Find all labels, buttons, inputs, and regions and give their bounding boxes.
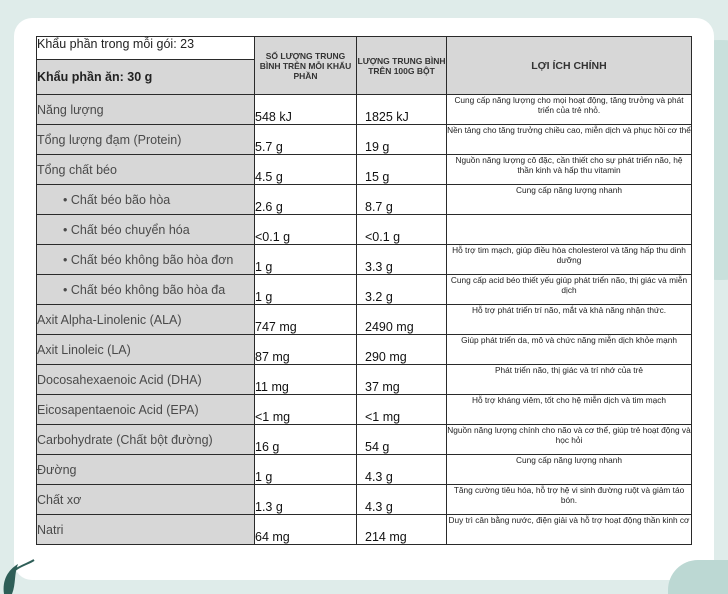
per-serving-value: 1 g [255, 275, 357, 305]
nutrient-name: Năng lượng [37, 95, 255, 125]
table-row [37, 515, 692, 545]
column-header-per-100g: LƯỢNG TRUNG BÌNH TRÊN 100G BỘT [357, 37, 447, 95]
per-serving-value: <1 mg [255, 395, 357, 425]
per-100g-value: 3.3 g [357, 245, 447, 275]
per-serving-value: 1.3 g [255, 485, 357, 515]
table-row [37, 305, 692, 335]
per-serving-value: 64 mg [255, 515, 357, 545]
nutrient-name: Tổng chất béo [37, 155, 255, 185]
per-100g-value: 4.3 g [357, 455, 447, 485]
benefit-text: Cung cấp năng lượng cho mọi hoạt động, tăng trưởng và phát triển của trẻ nhỏ. [447, 95, 692, 125]
per-100g-value: 1825 kJ [357, 95, 447, 125]
table-row [37, 125, 692, 155]
per-100g-value: 4.3 g [357, 485, 447, 515]
per-serving-value: 16 g [255, 425, 357, 455]
nutrient-name: • Chất béo không bão hòa đơn [37, 245, 255, 275]
per-100g-value: 2490 mg [357, 305, 447, 335]
table-row [37, 425, 692, 455]
per-100g-value: 54 g [357, 425, 447, 455]
per-serving-value: 87 mg [255, 335, 357, 365]
table-row [37, 365, 692, 395]
table-row [37, 485, 692, 515]
per-100g-value: <1 mg [357, 395, 447, 425]
nutrient-name: • Chất béo không bão hòa đa [37, 275, 255, 305]
column-header-per-serving: SỐ LƯỢNG TRUNG BÌNH TRÊN MỖI KHẨU PHẦN [255, 37, 357, 95]
nutrient-name: Đường [37, 455, 255, 485]
per-serving-value: 747 mg [255, 305, 357, 335]
per-serving-value: 2.6 g [255, 185, 357, 215]
benefit-text: Hỗ trợ phát triển trí não, mắt và khả năng nhận thức. [447, 305, 692, 335]
benefit-text: Duy trì cân bằng nước, điện giải và hỗ trợ hoạt động thần kinh cơ [447, 515, 692, 545]
benefit-text: Hỗ trợ tim mạch, giúp điều hòa cholesterol và tăng hấp thu dinh dưỡng [447, 245, 692, 275]
benefit-text: Cung cấp năng lượng nhanh [447, 185, 692, 215]
nutrient-name: Axit Alpha-Linolenic (ALA) [37, 305, 255, 335]
servings-per-pack: Khẩu phần trong mỗi gói: 23 [37, 37, 255, 60]
nutrient-name: • Chất béo bão hòa [37, 185, 255, 215]
benefit-text: Tăng cường tiêu hóa, hỗ trợ hệ vi sinh đường ruột và giảm táo bón. [447, 485, 692, 515]
per-serving-value: 11 mg [255, 365, 357, 395]
per-100g-value: 8.7 g [357, 185, 447, 215]
benefit-text: Nguồn năng lượng chính cho não và cơ thể, giúp trẻ hoạt động và học hỏi [447, 425, 692, 455]
nutrient-name: Chất xơ [37, 485, 255, 515]
benefit-text: Nguồn năng lượng cô đặc, cần thiết cho sự phát triển não, hệ thần kinh và hấp thu vitamin [447, 155, 692, 185]
table-row [37, 155, 692, 185]
table-row [37, 245, 692, 275]
per-serving-value: 5.7 g [255, 125, 357, 155]
per-serving-value: 548 kJ [255, 95, 357, 125]
per-100g-value: 15 g [357, 155, 447, 185]
nutrient-name: • Chất béo chuyển hóa [37, 215, 255, 245]
benefit-text: Nền tảng cho tăng trưởng chiều cao, miễn dịch và phục hồi cơ thể [447, 125, 692, 155]
nutrient-name: Tổng lượng đạm (Protein) [37, 125, 255, 155]
table-row [37, 95, 692, 125]
nutrient-name: Eicosapentaenoic Acid (EPA) [37, 395, 255, 425]
per-100g-value: 214 mg [357, 515, 447, 545]
nutrient-name: Natri [37, 515, 255, 545]
benefit-text: Cung cấp năng lượng nhanh [447, 455, 692, 485]
table-row [37, 455, 692, 485]
nutrition-table [36, 36, 692, 545]
per-serving-value: 4.5 g [255, 155, 357, 185]
benefit-text: Phát triển não, thị giác và trí nhớ của trẻ [447, 365, 692, 395]
benefit-text: Hỗ trợ kháng viêm, tốt cho hệ miễn dịch và tim mạch [447, 395, 692, 425]
serving-size: Khẩu phần ăn: 30 g [37, 60, 255, 95]
per-serving-value: 1 g [255, 455, 357, 485]
column-header-benefit: LỢI ÍCH CHÍNH [447, 37, 692, 95]
table-row [37, 395, 692, 425]
per-100g-value: 37 mg [357, 365, 447, 395]
leaf-decoration-icon [0, 530, 40, 594]
per-100g-value: 19 g [357, 125, 447, 155]
per-100g-value: 3.2 g [357, 275, 447, 305]
benefit-text: Cung cấp acid béo thiết yếu giúp phát triển não, thị giác và miễn dịch [447, 275, 692, 305]
benefit-text [447, 215, 692, 245]
nutrient-name: Docosahexaenoic Acid (DHA) [37, 365, 255, 395]
table-row [37, 185, 692, 215]
benefit-text: Giúp phát triển da, mô và chức năng miễn dịch khỏe mạnh [447, 335, 692, 365]
per-100g-value: <0.1 g [357, 215, 447, 245]
table-row [37, 215, 692, 245]
nutrient-name: Axit Linoleic (LA) [37, 335, 255, 365]
per-100g-value: 290 mg [357, 335, 447, 365]
nutrient-name: Carbohydrate (Chất bột đường) [37, 425, 255, 455]
table-row [37, 275, 692, 305]
per-serving-value: <0.1 g [255, 215, 357, 245]
per-serving-value: 1 g [255, 245, 357, 275]
table-row [37, 335, 692, 365]
